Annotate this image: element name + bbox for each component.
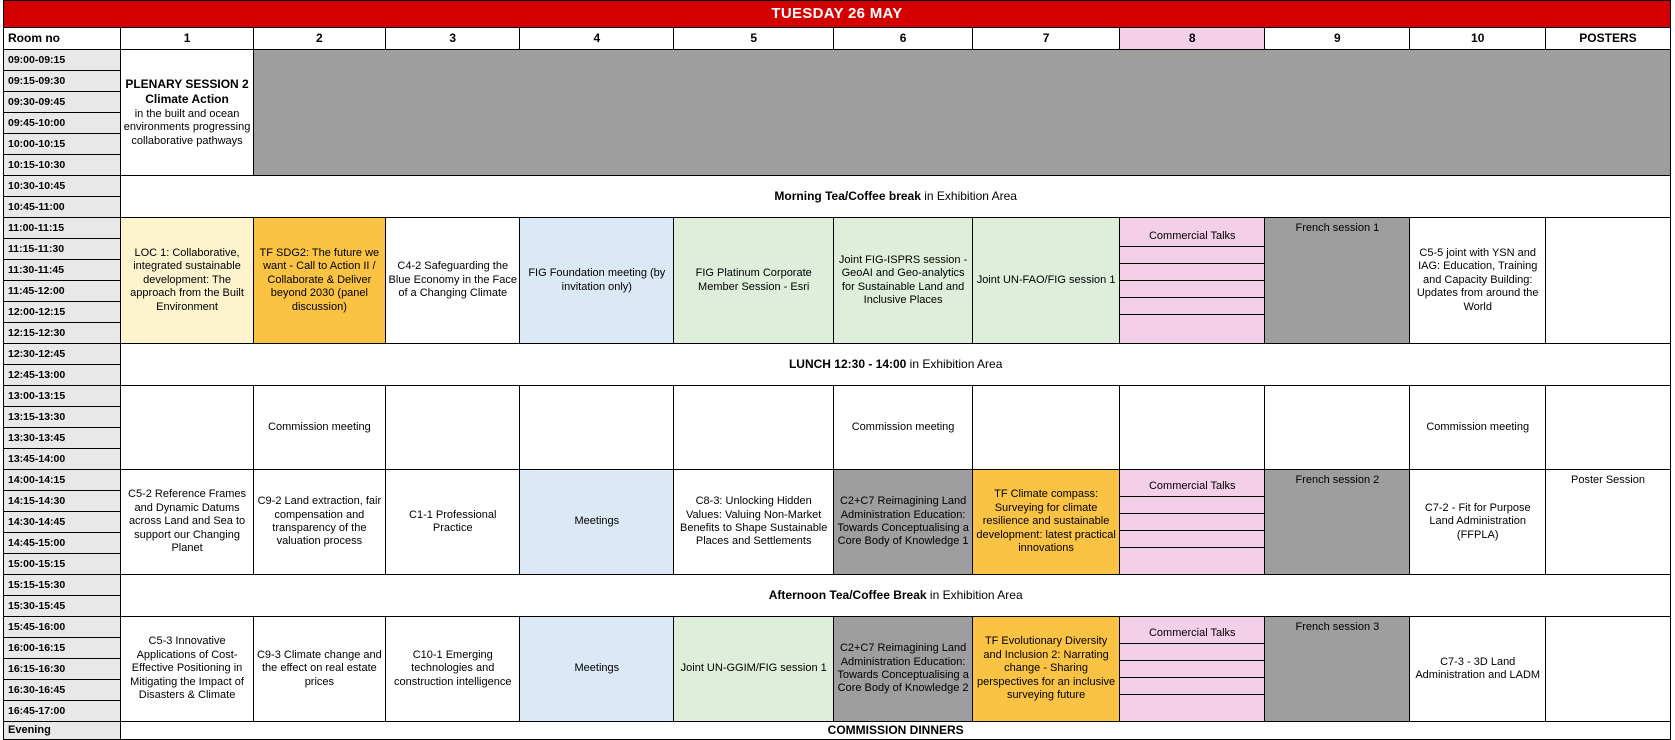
plenary-body: in the built and ocean environments progressing collaborative pathways [123, 107, 251, 147]
plenary-title: PLENARY SESSION 2 [125, 76, 249, 91]
morning-tea-rest: in Exhibition Area [920, 189, 1017, 204]
time-row-1300 [4, 386, 1671, 407]
session-un-fao-fig-1[interactable]: Joint UN-FAO/FIG session 1 [972, 218, 1119, 344]
blocked-area-morning [253, 50, 1670, 176]
room-no-label: Room no [4, 28, 121, 50]
time-label: 11:00-11:15 [4, 218, 121, 239]
session-c7-3[interactable]: C7-3 - 3D Land Administration and LADM [1410, 617, 1546, 722]
time-label: 16:30-16:45 [4, 680, 121, 701]
time-label: 11:30-11:45 [4, 260, 121, 281]
commercial-talk-slot[interactable] [1120, 661, 1264, 678]
empty-cell-r4-early [520, 386, 674, 470]
lunch-break [121, 344, 1671, 386]
time-label: 12:15-12:30 [4, 323, 121, 344]
commercial-talk-slot[interactable] [1120, 531, 1264, 548]
session-meetings-late-afternoon[interactable]: Meetings [520, 617, 674, 722]
time-label: 15:00-15:15 [4, 554, 121, 575]
room-header-9: 9 [1265, 28, 1410, 50]
room-header-5: 5 [674, 28, 834, 50]
session-c8-3[interactable]: C8-3: Unlocking Hidden Values: Valuing Non-Market Benefits to Shape Sustainable Places and Settlements [674, 470, 834, 575]
commercial-talk-slot[interactable] [1120, 514, 1264, 531]
session-loc1[interactable]: LOC 1: Collaborative, integrated sustainable development: The approach from the Built Environment [121, 218, 253, 344]
room-header-3: 3 [386, 28, 520, 50]
time-label: 13:00-13:15 [4, 386, 121, 407]
session-c2-c7-bok-1[interactable]: C2+C7 Reimagining Land Administration Education: Towards Conceptualising a Core Body of Knowledge 1 [834, 470, 973, 575]
posters-late-afternoon [1545, 617, 1670, 722]
time-label: 13:15-13:30 [4, 407, 121, 428]
afternoon-tea-rest: in Exhibition Area [926, 588, 1023, 603]
room-header-10: 10 [1410, 28, 1546, 50]
empty-cell-r8-early [1120, 386, 1265, 470]
morning-tea-bold: Morning Tea/Coffee break [774, 189, 921, 204]
posters-header: POSTERS [1545, 28, 1670, 50]
time-label: 10:00-10:15 [4, 134, 121, 155]
session-fig-foundation-meeting[interactable]: FIG Foundation meeting (by invitation only) [520, 218, 674, 344]
session-fig-isprs[interactable]: Joint FIG-ISPRS session - GeoAI and Geo-analytics for Sustainable Land and Inclusive Places [834, 218, 973, 344]
session-un-ggim-fig-1[interactable]: Joint UN-GGIM/FIG session 1 [674, 617, 834, 722]
session-meetings-afternoon[interactable]: Meetings [520, 470, 674, 575]
session-french-1[interactable]: French session 1 [1265, 218, 1410, 344]
room-header-7: 7 [972, 28, 1119, 50]
empty-cell-r7-early [972, 386, 1119, 470]
session-commercial-talks-late-afternoon[interactable] [1120, 617, 1265, 722]
session-fig-platinum-esri[interactable]: FIG Platinum Corporate Member Session - Esri [674, 218, 834, 344]
session-tf-climate-compass[interactable]: TF Climate compass: Surveying for climate resilience and sustainable development: latest practical innovations [972, 470, 1119, 575]
time-label: 09:15-09:30 [4, 71, 121, 92]
time-label: 10:30-10:45 [4, 176, 121, 197]
commission-dinners: COMMISSION DINNERS [121, 722, 1671, 740]
session-c7-2[interactable]: C7-2 - Fit for Purpose Land Administration (FFPLA) [1410, 470, 1546, 575]
time-label: 12:00-12:15 [4, 302, 121, 323]
session-french-3[interactable]: French session 3 [1265, 617, 1410, 722]
time-label: 15:30-15:45 [4, 596, 121, 617]
room-header-6: 6 [834, 28, 973, 50]
time-label: 14:00-14:15 [4, 470, 121, 491]
time-label: 09:30-09:45 [4, 92, 121, 113]
time-label: 14:30-14:45 [4, 512, 121, 533]
time-label: 16:00-16:15 [4, 638, 121, 659]
time-label: 12:45-13:00 [4, 365, 121, 386]
session-c10-1[interactable]: C10-1 Emerging technologies and construction intelligence [386, 617, 520, 722]
session-commission-meeting-r6[interactable]: Commission meeting [834, 386, 973, 470]
title-row [4, 1, 1671, 28]
time-label: 09:45-10:00 [4, 113, 121, 134]
room-header-1: 1 [121, 28, 253, 50]
evening-label: Evening [4, 722, 121, 740]
session-c5-2[interactable]: C5-2 Reference Frames and Dynamic Datums across Land and Sea to support our Changing Planet [121, 470, 253, 575]
afternoon-tea-break [121, 575, 1671, 617]
commercial-talks-label: Commercial Talks [1120, 627, 1264, 644]
time-row-0900 [4, 50, 1671, 71]
time-label: 13:45-14:00 [4, 449, 121, 470]
time-label: 12:30-12:45 [4, 344, 121, 365]
lunch-rest: in Exhibition Area [906, 357, 1003, 372]
time-label: 16:15-16:30 [4, 659, 121, 680]
session-c9-2[interactable]: C9-2 Land extraction, fair compensation and transparency of the valuation process [253, 470, 385, 575]
session-c2-c7-bok-2[interactable]: C2+C7 Reimagining Land Administration Education: Towards Conceptualising a Core Body of Knowledge 2 [834, 617, 973, 722]
session-commission-meeting-r2[interactable]: Commission meeting [253, 386, 385, 470]
time-row-1030 [4, 176, 1671, 197]
plenary-subtitle: Climate Action [145, 92, 229, 107]
empty-cell-r3-early [386, 386, 520, 470]
empty-cell-r5-early [674, 386, 834, 470]
commercial-talk-slot[interactable] [1120, 264, 1264, 281]
commercial-talk-slot[interactable] [1120, 315, 1264, 331]
time-label: 10:15-10:30 [4, 155, 121, 176]
time-label: 15:45-16:00 [4, 617, 121, 638]
session-tf-sdg2[interactable]: TF SDG2: The future we want - Call to Action II / Collaborate & Deliver beyond 2030 (panel discussion) [253, 218, 385, 344]
session-c5-3[interactable]: C5-3 Innovative Applications of Cost-Effective Positioning in Mitigating the Impact of Disasters & Climate [121, 617, 253, 722]
time-row-1400 [4, 470, 1671, 491]
lunch-bold: LUNCH 12:30 - 14:00 [788, 357, 907, 372]
time-label: 14:45-15:00 [4, 533, 121, 554]
empty-cell-posters-early [1545, 386, 1670, 470]
time-label: 09:00-09:15 [4, 50, 121, 71]
commercial-talk-slot[interactable] [1120, 695, 1264, 711]
afternoon-tea-bold: Afternoon Tea/Coffee Break [768, 588, 927, 603]
room-header-2: 2 [253, 28, 385, 50]
posters-late-morning [1545, 218, 1670, 344]
commercial-talk-slot[interactable] [1120, 497, 1264, 514]
session-tf-diversity-inclusion-2[interactable]: TF Evolutionary Diversity and Inclusion 2: Narrating change - Sharing perspectives for an inclusive surveying future [972, 617, 1119, 722]
commercial-talk-slot[interactable] [1120, 678, 1264, 695]
time-row-1230 [4, 344, 1671, 365]
room-header-4: 4 [520, 28, 674, 50]
commercial-talk-slot[interactable] [1120, 281, 1264, 298]
session-c4-2[interactable]: C4-2 Safeguarding the Blue Economy in the Face of a Changing Climate [386, 218, 520, 344]
commercial-talk-slot[interactable] [1120, 298, 1264, 315]
session-commercial-talks-afternoon[interactable] [1120, 470, 1265, 575]
poster-session[interactable]: Poster Session [1545, 470, 1670, 575]
session-commercial-talks-morning[interactable] [1120, 218, 1265, 344]
session-french-2[interactable]: French session 2 [1265, 470, 1410, 575]
session-commission-meeting-r10[interactable]: Commission meeting [1410, 386, 1546, 470]
session-plenary-2[interactable] [121, 50, 253, 176]
time-row-1100 [4, 218, 1671, 239]
commercial-talks-label: Commercial Talks [1120, 230, 1264, 247]
time-label: 13:30-13:45 [4, 428, 121, 449]
time-row-1545 [4, 617, 1671, 638]
session-c5-5[interactable]: C5-5 joint with YSN and IAG: Education, Training and Capacity Building: Updates from around the World [1410, 218, 1546, 344]
commercial-talk-slot[interactable] [1120, 548, 1264, 564]
time-label: 11:15-11:30 [4, 239, 121, 260]
commercial-talk-slot[interactable] [1120, 247, 1264, 264]
time-label: 14:15-14:30 [4, 491, 121, 512]
morning-tea-break [121, 176, 1671, 218]
day-title: TUESDAY 26 MAY [4, 1, 1671, 28]
commercial-talks-label: Commercial Talks [1120, 480, 1264, 497]
empty-cell-r1-early [121, 386, 253, 470]
room-header-8: 8 [1120, 28, 1265, 50]
time-label: 16:45-17:00 [4, 701, 121, 722]
header-row [4, 28, 1671, 50]
session-c9-3[interactable]: C9-3 Climate change and the effect on real estate prices [253, 617, 385, 722]
time-label: 10:45-11:00 [4, 197, 121, 218]
commercial-talk-slot[interactable] [1120, 644, 1264, 661]
time-label: 11:45-12:00 [4, 281, 121, 302]
session-c1-1[interactable]: C1-1 Professional Practice [386, 470, 520, 575]
evening-row [4, 722, 1671, 740]
empty-cell-r9-early [1265, 386, 1410, 470]
schedule-table [3, 0, 1671, 740]
time-label: 15:15-15:30 [4, 575, 121, 596]
time-row-1515 [4, 575, 1671, 596]
